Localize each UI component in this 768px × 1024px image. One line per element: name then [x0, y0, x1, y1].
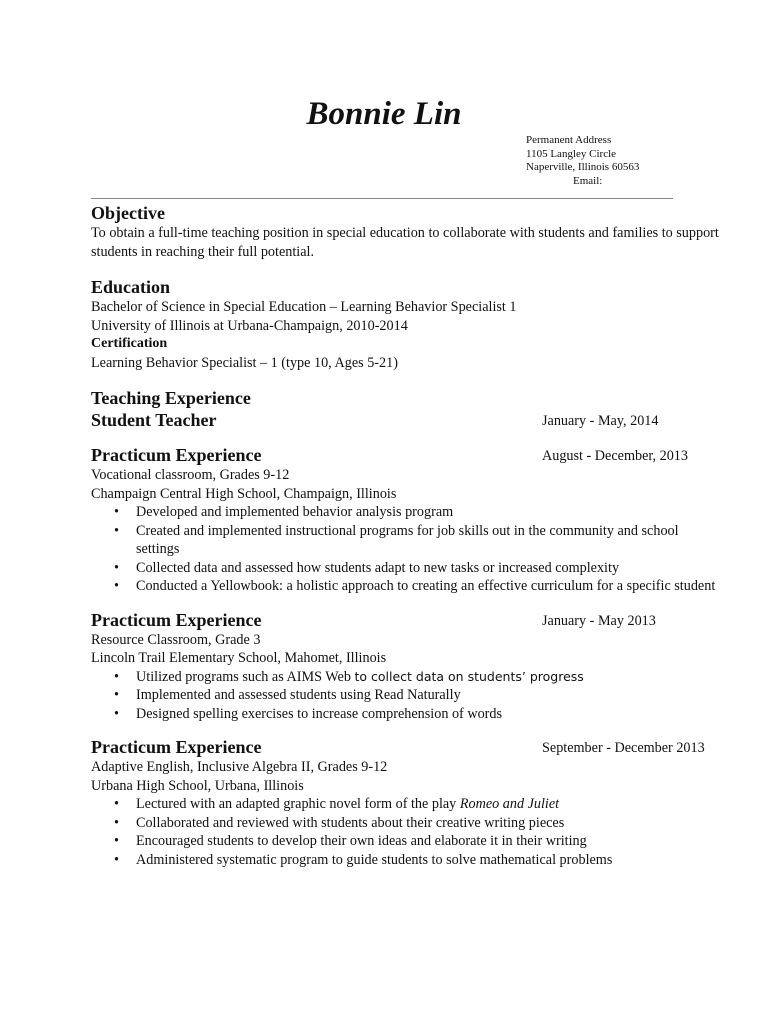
practicum-2-header	[91, 609, 721, 631]
practicum-1-date: August - December, 2013	[542, 448, 688, 464]
bullet-text: Created and implemented instructional programs for job skills out in the community and school settings	[136, 522, 679, 557]
bullet-text: Conducted a Yellowbook: a holistic approach to creating an effective curriculum for a specific student	[136, 578, 716, 594]
objective-heading: Objective	[91, 203, 165, 223]
bullet-text: Developed and implemented behavior analysis program	[136, 504, 454, 520]
education-degree: Bachelor of Science in Special Education – Learning Behavior Specialist 1	[91, 299, 517, 315]
teaching-section	[91, 387, 721, 431]
certification-heading: Certification	[91, 336, 168, 351]
play-title: Romeo and Juliet	[459, 796, 560, 812]
list-item	[91, 668, 721, 687]
address-street: 1105 Langley Circle	[526, 147, 617, 160]
practicum-2-heading: Practicum Experience	[91, 609, 262, 630]
bullet-icon: •	[114, 578, 119, 594]
practicum-section-1	[91, 444, 721, 596]
bullet-text: Designed spelling exercises to increase comprehension of words	[136, 705, 503, 722]
list-item	[91, 705, 721, 724]
teaching-heading: Teaching Experience	[91, 388, 251, 408]
list-item	[91, 577, 721, 596]
practicum-1-heading: Practicum Experience	[91, 445, 262, 465]
objective-text: To obtain a full-time teaching position in special education to collaborate with students and families to support students in reaching their full potential.	[91, 225, 719, 260]
bullet-text: Implemented and assessed students using Read Naturally	[136, 687, 461, 703]
practicum-2-date: January - May 2013	[542, 612, 656, 629]
certification-text: Learning Behavior Specialist – 1 (type 10, Ages 5-21)	[91, 354, 398, 371]
practicum-section-3	[91, 736, 721, 869]
bullet-icon: •	[114, 705, 119, 722]
bullet-icon: •	[114, 851, 119, 868]
student-teacher-title: Student Teacher	[91, 410, 217, 430]
email-label: Email:	[573, 174, 603, 187]
list-item	[91, 522, 721, 559]
bullet-icon: •	[114, 814, 119, 831]
practicum-1-school: Champaign Central High School, Champaign, Illinois	[91, 485, 397, 502]
practicum-3-bullets	[91, 795, 721, 869]
practicum-2-bullets	[91, 668, 721, 724]
objective-section	[91, 202, 721, 261]
practicum-2-classroom: Resource Classroom, Grade 3	[91, 631, 261, 648]
list-item	[91, 503, 721, 522]
list-item	[91, 832, 721, 851]
bullet-text: Administered systematic program to guide students to solve mathematical problems	[136, 851, 613, 868]
bullet-icon: •	[114, 833, 119, 849]
student-teacher-date: January - May, 2014	[542, 413, 659, 429]
address-block	[526, 134, 676, 188]
education-heading: Education	[91, 277, 171, 297]
practicum-3-header	[91, 736, 721, 758]
bullet-icon: •	[114, 687, 119, 703]
bullet-text-a: Lectured with an adapted graphic novel form of the play	[136, 796, 460, 812]
practicum-section-2	[91, 609, 721, 724]
bullet-text-a: Utilized programs such as AIMS Web	[136, 668, 355, 685]
practicum-3-heading: Practicum Experience	[91, 737, 262, 757]
practicum-3-school: Urbana High School, Urbana, Illinois	[91, 777, 304, 794]
bullet-text: Collected data and assessed how students adapt to new tasks or increased complexity	[136, 559, 620, 576]
bullet-text-b: to collect data on students’ progress	[354, 668, 584, 684]
list-item	[91, 686, 721, 705]
education-school: University of Illinois at Urbana-Champaign, 2010-2014	[91, 317, 408, 334]
student-teacher-row	[91, 409, 721, 431]
practicum-1-bullets	[91, 503, 721, 596]
bullet-icon: •	[114, 522, 119, 539]
bullet-icon: •	[114, 504, 119, 520]
resume-body	[91, 202, 721, 869]
bullet-icon: •	[114, 668, 119, 685]
practicum-1-header	[91, 444, 721, 466]
practicum-3-date: September - December 2013	[542, 740, 705, 756]
bullet-icon: •	[114, 559, 119, 576]
practicum-1-classroom: Vocational classroom, Grades 9-12	[91, 467, 290, 483]
list-item	[91, 795, 721, 814]
practicum-2-school: Lincoln Trail Elementary School, Mahomet, Illinois	[91, 650, 387, 666]
bullet-icon: •	[114, 796, 119, 812]
address-city: Naperville, Illinois 60563	[526, 161, 640, 173]
list-item	[91, 851, 721, 870]
address-label: Permanent Address	[526, 134, 612, 146]
candidate-name: Bonnie Lin	[306, 96, 462, 132]
list-item	[91, 814, 721, 833]
list-item	[91, 559, 721, 578]
education-section	[91, 276, 721, 372]
header-divider	[91, 198, 673, 199]
bullet-text: Collaborated and reviewed with students about their creative writing pieces	[136, 814, 565, 831]
bullet-text: Encouraged students to develop their own ideas and elaborate it in their writing	[136, 833, 587, 849]
practicum-3-classroom: Adaptive English, Inclusive Algebra II, Grades 9-12	[91, 759, 388, 775]
